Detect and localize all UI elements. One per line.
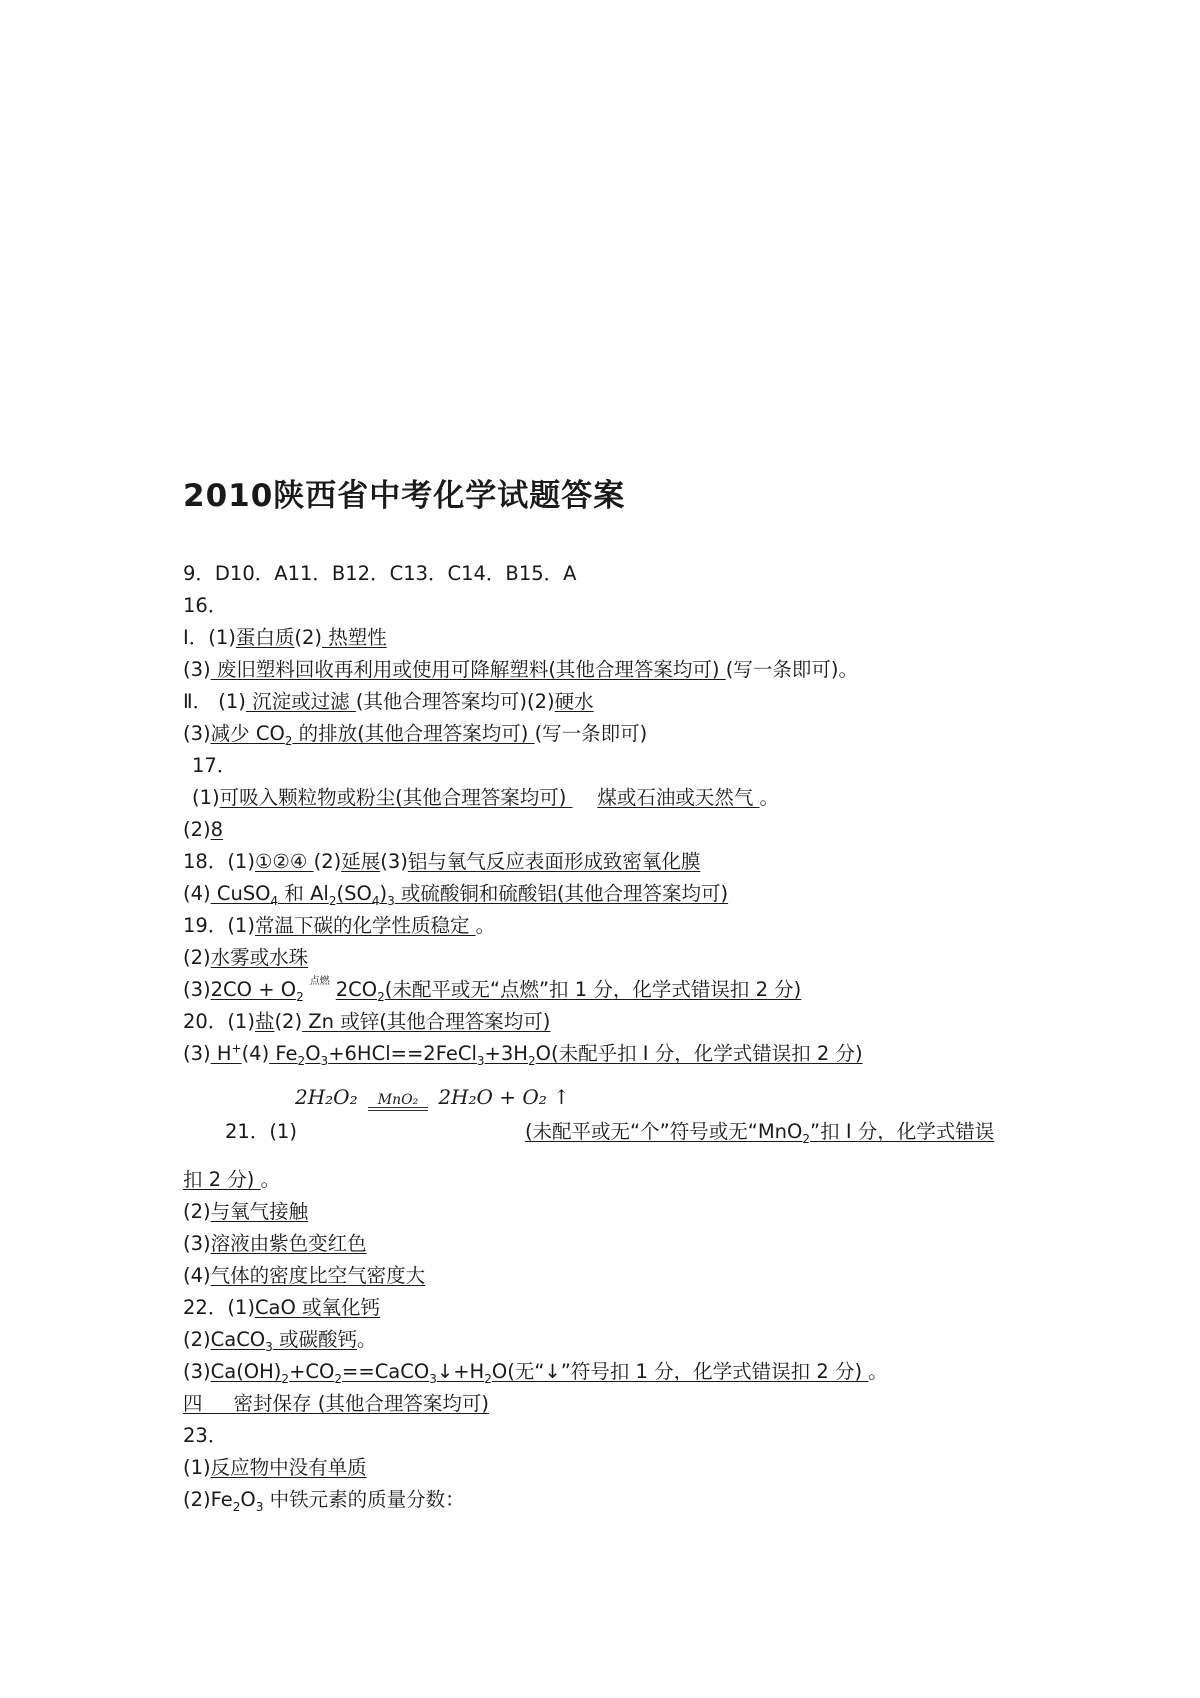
q17-number: 17．	[192, 754, 237, 777]
q16-number: 16．	[183, 594, 228, 617]
q21-line5: (4)气体的密度比空气密度大	[183, 1264, 426, 1287]
q18-line2: (4) CuSO$_4$ 和 $Al_2(SO_4)_3$ 或硫酸铜和硫酸铝(其他合理答案均可)	[183, 882, 729, 908]
q16-part2-line2: (3)减少 $CO_2$ 的排放(其他合理答案均可) (写一条即可)	[183, 722, 648, 748]
q19-line1: 19．(1)常温下碳的化学性质稳定 。	[183, 914, 496, 937]
condition-label: 点燃	[309, 976, 330, 987]
q20-line1: 20．(1)盐(2) Zn 或锌(其他合理答案均可)	[183, 1010, 551, 1033]
q17-line2: (2)8	[183, 818, 224, 841]
multiple-choice-answers: 9．D10．A11．B12．C13．C14．B15．A	[183, 562, 577, 585]
q16-part1-line2: (3) 废旧塑料回收再利用或使用可降解塑料(其他合理答案均可) (写一条即可)。	[183, 658, 858, 681]
q23-line1: (1)反应物中没有单质	[183, 1456, 367, 1479]
q16-part1-line1: Ⅰ．(1)蛋白质(2) 热塑性	[183, 626, 387, 649]
q20-line2: (3) H+(4) $Fe_2O_3+6HCl==2FeCl_3+3H_2O$(未配乎扣 I 分，化学式错误扣 2 分)	[183, 1041, 863, 1068]
q22-line3: $(3)Ca(OH)_2+CO_2==CaCO_3↓+H_2O$(无“↓”符号扣 1 分，化学式错误扣 2 分) 。	[183, 1360, 888, 1386]
q22-line2: (2)CaCO$_3$ 或碳酸钙。	[183, 1328, 377, 1354]
q21-line1: 21．(1) (未配平或无“个”符号或无“MnO$_2$”扣 I 分，化学式错误	[225, 1120, 995, 1146]
q19-line3: $(3)2CO + O_2$点燃 $2CO_2$(未配平或无“点燃”扣 1 分，化学式错误扣 2 分)	[183, 976, 801, 1008]
q21-equation: 2H₂O₂ MnO₂ 2H₂O + O₂ ↑	[295, 1085, 570, 1109]
q21-line4: (3)溶液由紫色变红色	[183, 1232, 367, 1255]
q23-line2: $(2)Fe_2O_3$ 中铁元素的质量分数：	[183, 1488, 465, 1514]
q22-line1: 22．(1)CaO 或氧化钙	[183, 1296, 381, 1319]
document-title: 2010陕西省中考化学试题答案	[183, 478, 626, 514]
q18-line1: 18．(1)①②④ (2)延展(3)铝与氧气反应表面形成致密氧化膜	[183, 850, 701, 873]
q21-line2: 扣 2 分) 。	[183, 1168, 281, 1191]
catalyst-arrow: MnO₂	[368, 1093, 428, 1111]
q17-line1: (1)可吸入颗粒物或粉尘(其他合理答案均可) 煤或石油或天然气 。	[192, 786, 780, 809]
q16-part2-line1: Ⅱ． (1) 沉淀或过滤 (其他合理答案均可)(2)硬水	[183, 690, 594, 713]
section-four-line: 四 密封保存 (其他合理答案均可)	[183, 1392, 489, 1415]
q23-number: 23．	[183, 1424, 228, 1447]
q21-line3: (2)与氧气接触	[183, 1200, 309, 1223]
q19-line2: (2)水雾或水珠	[183, 946, 309, 969]
